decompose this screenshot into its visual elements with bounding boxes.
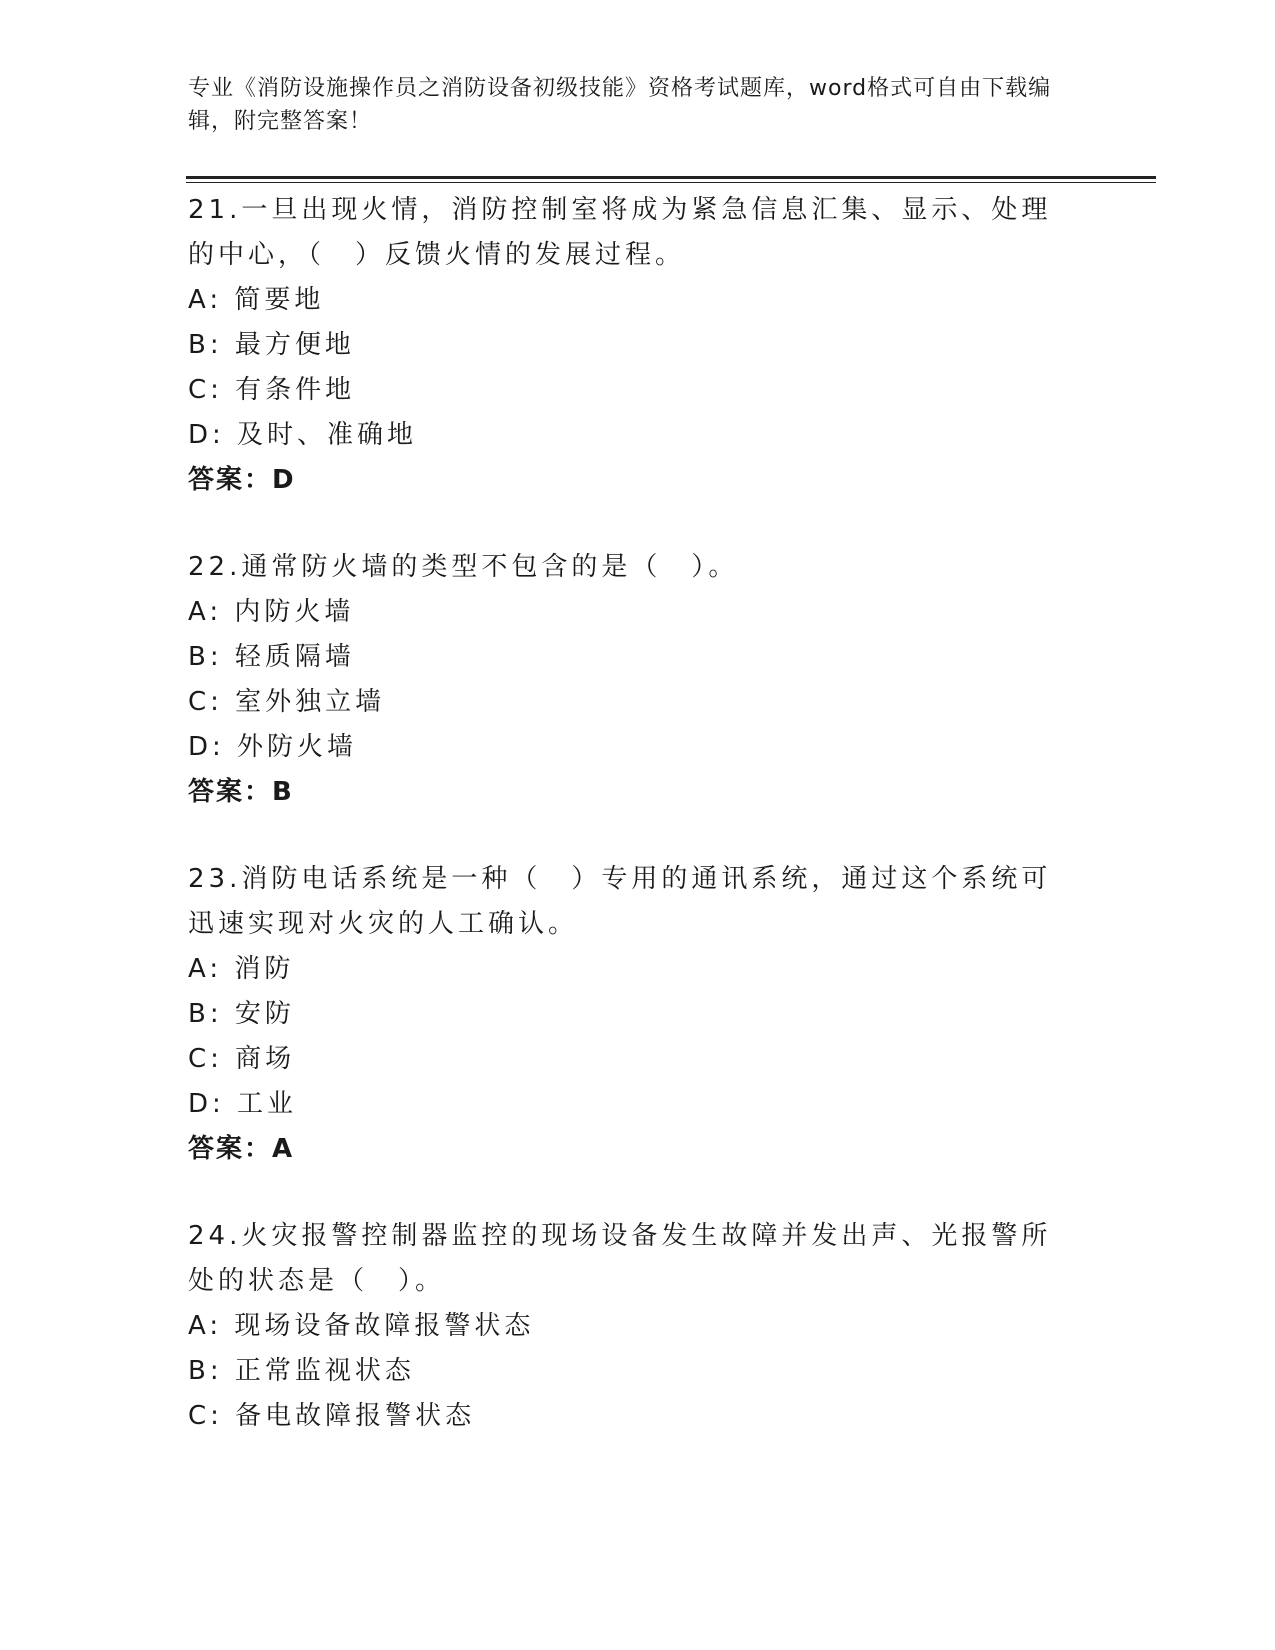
- question-21: [188, 188, 1088, 503]
- question-22: [188, 545, 1088, 815]
- question-list: [188, 188, 1088, 1481]
- option-a: A: 内防火墙: [188, 597, 355, 627]
- question-stem: 23.消防电话系统是一种（ ）专用的通讯系统，通过这个系统可迅速实现对火灾的人工确认。: [188, 864, 1052, 939]
- answer-line: 答案：B: [188, 777, 294, 807]
- question-stem: 22.通常防火墙的类型不包含的是（ ）。: [188, 552, 739, 582]
- option-d: D: 及时、准确地: [188, 420, 418, 450]
- option-a: A: 消防: [188, 954, 295, 984]
- document-header: 专业《消防设施操作员之消防设备初级技能》资格考试题库，word格式可自由下载编辑，附完整答案！: [188, 76, 1052, 134]
- option-b: B: 正常监视状态: [188, 1356, 415, 1386]
- option-c: C: 室外独立墙: [188, 687, 386, 717]
- question-24: [188, 1214, 1088, 1439]
- option-d: D: 工业: [188, 1089, 298, 1119]
- question-stem: 24.火灾报警控制器监控的现场设备发生故障并发出声、光报警所处的状态是（ ）。: [188, 1221, 1052, 1296]
- option-c: C: 有条件地: [188, 375, 356, 405]
- option-c: C: 备电故障报警状态: [188, 1401, 476, 1431]
- question-stem: 21.一旦出现火情，消防控制室将成为紧急信息汇集、显示、处理的中心，（ ）反馈火情的发展过程。: [188, 195, 1052, 270]
- header-divider-thin: [186, 182, 1156, 183]
- option-a: A: 简要地: [188, 285, 325, 315]
- question-23: [188, 857, 1088, 1172]
- option-b: B: 轻质隔墙: [188, 642, 355, 672]
- option-a: A: 现场设备故障报警状态: [188, 1311, 535, 1341]
- option-c: C: 商场: [188, 1044, 296, 1074]
- answer-line: 答案：D: [188, 465, 296, 495]
- answer-line: 答案：A: [188, 1134, 295, 1164]
- option-b: B: 最方便地: [188, 330, 355, 360]
- header-divider-thick: [186, 176, 1156, 179]
- option-d: D: 外防火墙: [188, 732, 358, 762]
- option-b: B: 安防: [188, 999, 295, 1029]
